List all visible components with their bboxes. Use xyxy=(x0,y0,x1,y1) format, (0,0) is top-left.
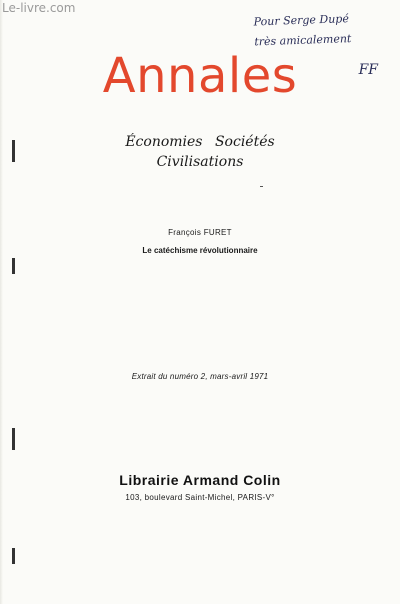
watermark: Le-livre.com xyxy=(2,1,76,15)
small-mark xyxy=(260,186,263,187)
binding-hole xyxy=(12,140,15,162)
article-author: François FURET xyxy=(168,228,232,237)
extract-note: Extrait du numéro 2, mars-avril 1971 xyxy=(131,372,269,381)
publisher-name: Librairie Armand Colin xyxy=(119,472,281,488)
subtitle-civilisations: Civilisations xyxy=(156,154,244,170)
dedication-line-2: très amicalement xyxy=(254,32,352,49)
journal-title: Annales xyxy=(102,48,298,104)
binding-hole xyxy=(12,258,15,274)
publisher-address: 103, boulevard Saint-Michel, PARIS-V° xyxy=(125,493,275,502)
dedication-line-1: Pour Serge Dupé xyxy=(253,12,350,29)
journal-subtitle xyxy=(0,132,400,172)
handwritten-dedication xyxy=(253,8,394,53)
article-title: Le catéchisme révolutionnaire xyxy=(142,246,258,255)
binding-hole xyxy=(12,428,15,450)
binding-hole xyxy=(12,548,15,564)
handwritten-initials: FF xyxy=(358,62,378,78)
subtitle-societes: Sociétés xyxy=(214,134,275,150)
subtitle-economies: Économies xyxy=(125,134,203,150)
